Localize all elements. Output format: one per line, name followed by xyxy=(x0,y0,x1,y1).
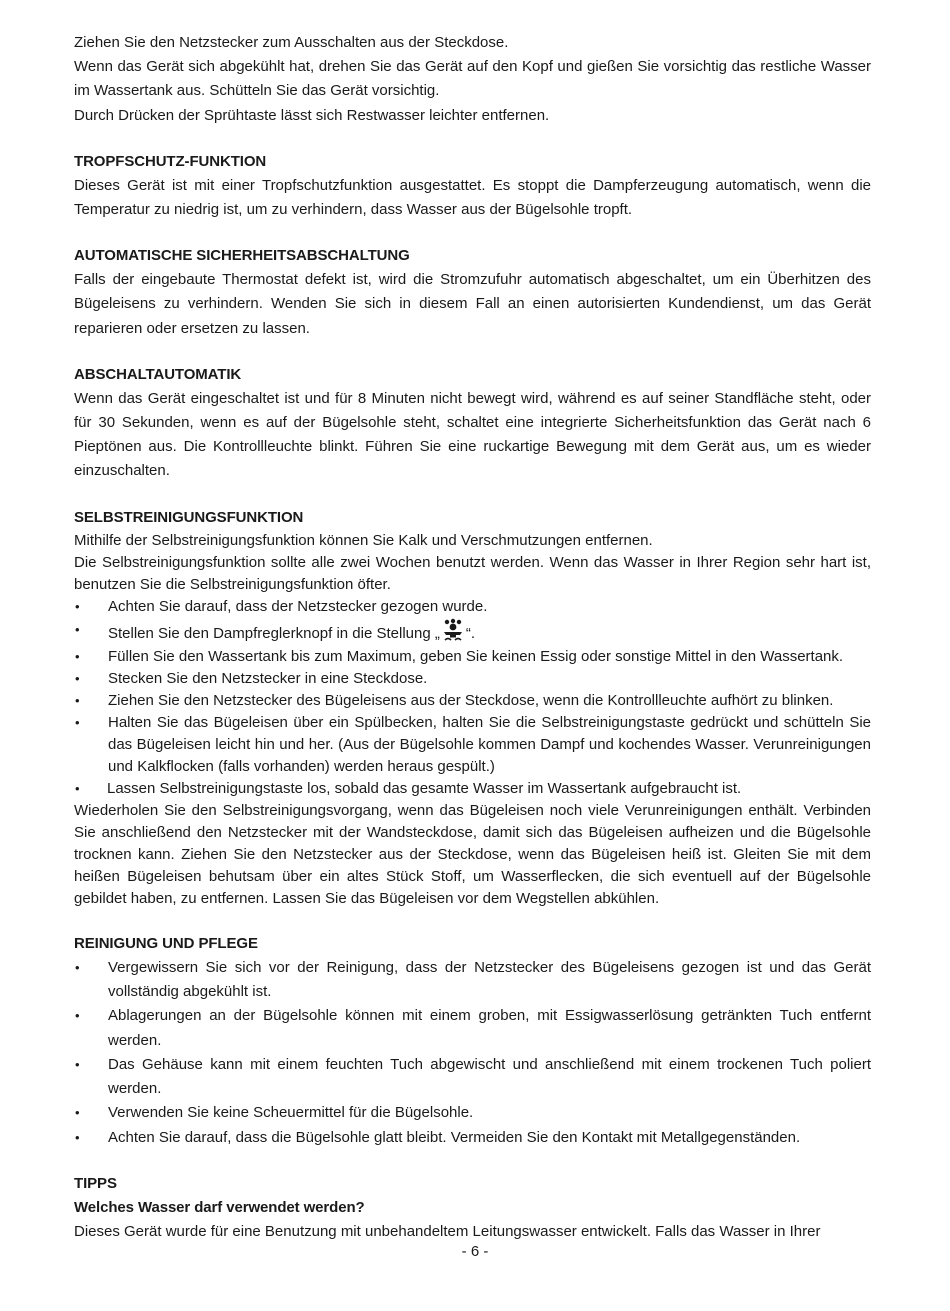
list-item: • Füllen Sie den Wassertank bis zum Maximum, geben Sie keinen Essig oder sonstige Mittel in den Wassertank. xyxy=(74,646,871,668)
text-tipps: Dieses Gerät wurde für eine Benutzung mit unbehandeltem Leitungswasser entwickelt. Falls das Wasser in Ihrer xyxy=(74,1223,821,1241)
bullet-icon: • xyxy=(75,1008,80,1024)
list-item: • Das Gehäuse kann mit einem feuchten Tuch abgewischt und anschließend mit einem trockenen Tuch poliert werden. xyxy=(74,1053,871,1102)
heading-tropfschutz: TROPFSCHUTZ-FUNKTION xyxy=(74,152,267,170)
bullet-icon: • xyxy=(75,1056,80,1072)
text-selbstreinigung-2: Die Selbstreinigungsfunktion sollte alle zwei Wochen benutzt werden. Wenn das Wasser in Ihrer Region sehr hart ist, benutzen Sie die Selbstreinigungsfunktion öfter. xyxy=(74,553,871,593)
bullet-icon: • xyxy=(75,1129,80,1145)
bullet-icon: • xyxy=(75,648,80,664)
steam-max-icon xyxy=(441,618,465,642)
list-item: • Lassen Selbstreinigungstaste los, sobald das gesamte Wasser im Wassertank aufgebraucht ist. xyxy=(74,778,871,800)
bullet-icon: • xyxy=(75,598,80,614)
list-item: • Stellen Sie den Dampfreglerknopf in die Stellung „ “. xyxy=(74,618,871,646)
bullet-icon: • xyxy=(75,621,80,637)
bullet-icon: • xyxy=(75,692,80,708)
text-selbstreinigung-1: Mithilfe der Selbstreinigungsfunktion können Sie Kalk und Verschmutzungen entfernen. xyxy=(74,531,653,549)
list-item: • Vergewissern Sie sich vor der Reinigung, dass der Netzstecker des Bügeleisens gezogen ist und das Gerät vollständig abgekühlt ist. xyxy=(74,956,871,1005)
bullet-icon: • xyxy=(75,1105,80,1121)
text-tropfschutz: Dieses Gerät ist mit einer Tropfschutzfunktion ausgestattet. Es stoppt die Dampferzeugung automatisch, wenn die Temperatur zu niedrig ist, um zu verhindern, dass Wasser aus der Bügelsohle tropft. xyxy=(74,176,871,219)
list-item: • Achten Sie darauf, dass der Netzstecker gezogen wurde. xyxy=(74,596,871,618)
intro-line-3: Durch Drücken der Sprühtaste lässt sich Restwasser leichter entfernen. xyxy=(74,106,550,124)
subheading-wasser: Welches Wasser darf verwendet werden? xyxy=(74,1199,365,1217)
list-item: • Stecken Sie den Netzstecker in eine Steckdose. xyxy=(74,668,871,690)
intro-line-2: Wenn das Gerät sich abgekühlt hat, drehen Sie das Gerät auf den Kopf und gießen Sie vorsichtig das restliche Wasser im Wassertank aus. Schütteln Sie das Gerät vorsichtig. xyxy=(74,58,871,100)
heading-selbstreinigung: SELBSTREINIGUNGSFUNKTION xyxy=(74,508,304,526)
list-item: • Ablagerungen an der Bügelsohle können mit einem groben, mit Essigwasserlösung getränkten Tuch entfernt werden. xyxy=(74,1004,871,1053)
list-item: • Achten Sie darauf, dass die Bügelsohle glatt bleibt. Vermeiden Sie den Kontakt mit Metallgegenständen. xyxy=(74,1126,871,1150)
bullet-icon: • xyxy=(75,780,80,796)
list-item: • Halten Sie das Bügeleisen über ein Spülbecken, halten Sie die Selbstreinigungstaste gedrückt und schütteln Sie das Bügeleisen leicht hin und her. (Aus der Bügelsohle kommen Dampf und kochendes Wasser. Verunreinigungen und Kalkflocken (falls vorhanden) werden heraus gespült.) xyxy=(75,713,871,775)
bullet-icon: • xyxy=(75,959,80,975)
page-number: - 6 - xyxy=(461,1243,489,1260)
manual-page xyxy=(74,31,871,1244)
bullet-icon: • xyxy=(75,714,80,730)
intro-line-1: Ziehen Sie den Netzstecker zum Ausschalten aus der Steckdose. xyxy=(74,34,509,51)
bullet-icon: • xyxy=(75,670,80,686)
heading-abschaltautomatik: ABSCHALTAUTOMATIK xyxy=(74,365,242,383)
heading-sicherheitsabschaltung: AUTOMATISCHE SICHERHEITSABSCHALTUNG xyxy=(74,247,410,265)
text-selbstreinigung-outro: Wiederholen Sie den Selbstreinigungsvorgang, wenn das Bügeleisen noch viele Verunreinigungen enthält. Verbinden Sie anschließend den Netzstecker mit der Wandsteckdose, damit sich das Bügeleisen aufheizen und die Bügelsohle trocknen kann. Ziehen Sie den Netzstecker aus der Steckdose, wenn das Bügeleisen heiß ist. Gleiten Sie mit dem heißen Bügeleisen behutsam über ein altes Stück Stoff, um Wasserflecken, die sich eventuell auf der Bügelsohle gebildet haben, zu entfernen. Lassen Sie das Bügeleisen vor dem Wegstellen abkühlen. xyxy=(74,801,871,907)
selbstreinigung-steps xyxy=(74,596,871,778)
list-item: • Verwenden Sie keine Scheuermittel für die Bügelsohle. xyxy=(74,1101,871,1125)
heading-tipps: TIPPS xyxy=(74,1175,117,1193)
heading-reinigung-pflege: REINIGUNG UND PFLEGE xyxy=(74,934,258,952)
selbstreinigung-steps-last xyxy=(74,778,871,800)
text-sicherheitsabschaltung: Falls der eingebaute Thermostat defekt ist, wird die Stromzufuhr automatisch abgeschaltet, um ein Überhitzen des Bügeleisens zu verhindern. Wenden Sie sich in diesem Fall an einen autorisierten Kundendienst, um das Gerät reparieren oder ersetzen zu lassen. xyxy=(74,271,871,337)
text-abschaltautomatik: Wenn das Gerät eingeschaltet ist und für 8 Minuten nicht bewegt wird, während es auf seiner Standfläche steht, oder für 30 Sekunden, wenn es auf der Bügelsohle steht, schaltet eine integrierte Sicherheitsfunktion das Gerät nach 6 Pieptönen aus. Die Kontrollleuchte blinkt. Führen Sie eine ruckartige Bewegung mit dem Gerät aus, um es wieder einzuschalten. xyxy=(74,389,871,480)
list-item: • Ziehen Sie den Netzstecker des Bügeleisens aus der Steckdose, wenn die Kontrollleuchte aufhört zu blinken. xyxy=(74,690,871,712)
pflege-list xyxy=(74,956,871,1150)
